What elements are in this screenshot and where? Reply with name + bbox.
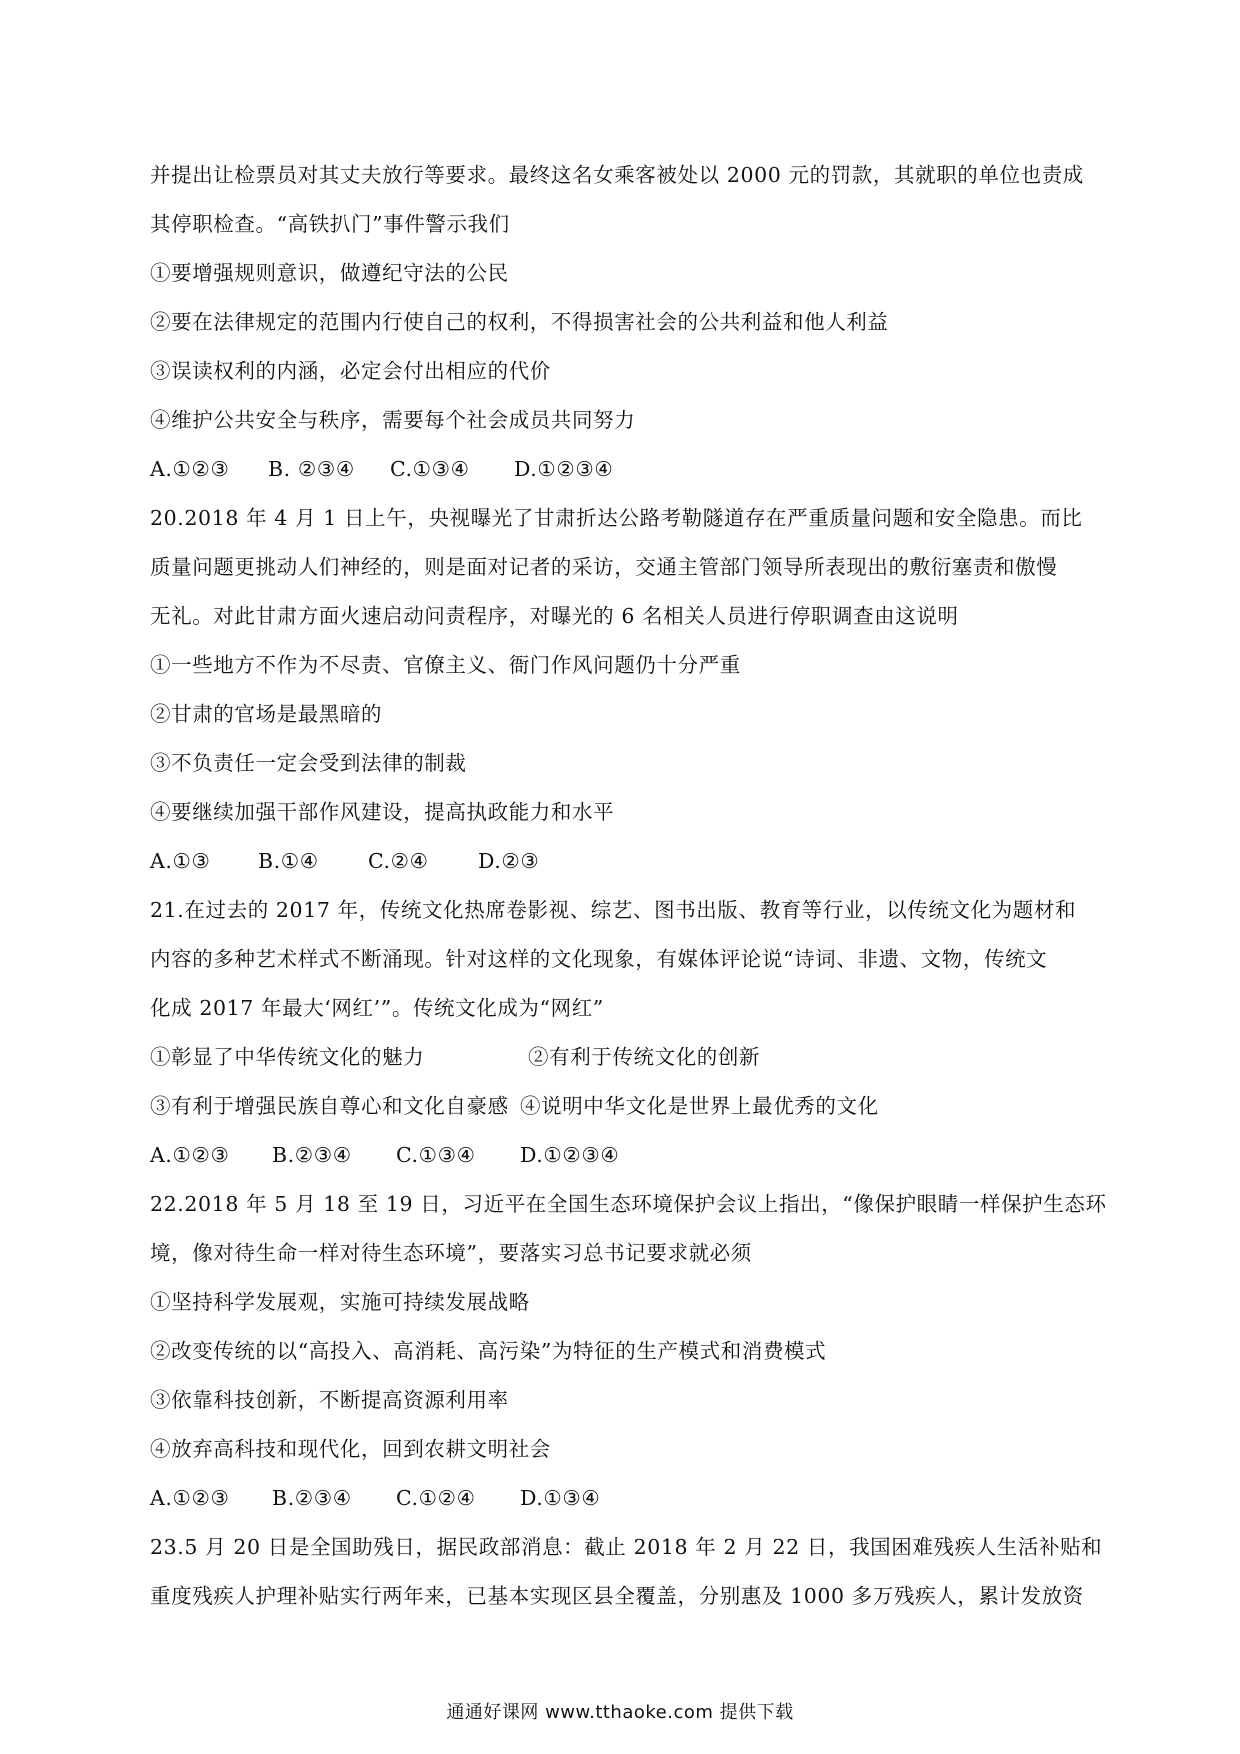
q22-option-b: B.②③④ — [272, 1486, 352, 1510]
q22-statement-2: ②改变传统的以“高投入、高消耗、高污染”为特征的生产模式和消费模式 — [150, 1339, 827, 1363]
q20-option-d: D.②③ — [478, 849, 540, 873]
q21-statement-4: ④说明中华文化是世界上最优秀的文化 — [520, 1094, 879, 1118]
page-footer: 通通好课网 www.tthaoke.com 提供下载 — [446, 1702, 794, 1723]
q22-options — [150, 1474, 1098, 1523]
q19-statement-2: ②要在法律规定的范围内行使自己的权利，不得损害社会的公共利益和他人利益 — [150, 310, 889, 334]
q19-stem-line-2: 其停职检查。“高铁扒门”事件警示我们 — [150, 212, 510, 236]
q21-option-a: A.①②③ — [150, 1143, 230, 1167]
q19-option-d: D.①②③④ — [514, 457, 614, 481]
q19-statement-1: ①要增强规则意识，做遵纪守法的公民 — [150, 261, 509, 285]
q19-option-a: A.①②③ — [150, 457, 230, 481]
q22-option-a: A.①②③ — [150, 1486, 230, 1510]
q22-statement-3: ③依靠科技创新，不断提高资源利用率 — [150, 1388, 509, 1412]
q22-option-c: C.①②④ — [396, 1486, 476, 1510]
q19-statement-4: ④维护公共安全与秩序，需要每个社会成员共同努力 — [150, 408, 636, 432]
q19-options — [150, 445, 1098, 494]
q22-statement-4: ④放弃高科技和现代化，回到农耕文明社会 — [150, 1437, 551, 1461]
q21-option-c: C.①③④ — [396, 1143, 476, 1167]
q21-statement-2: ②有利于传统文化的创新 — [528, 1045, 761, 1069]
q21-statement-1: ①彰显了中华传统文化的魅力 — [150, 1045, 425, 1069]
q20-statement-2: ②甘肃的官场是最黑暗的 — [150, 702, 383, 726]
q21-statements-row-1 — [150, 1033, 1098, 1082]
q19-option-c: C.①③④ — [390, 457, 470, 481]
q23-stem-line-2: 重度残疾人护理补贴实行两年来，已基本实现区县全覆盖，分别惠及 1000 多万残疾人，累计发放资 — [150, 1584, 1084, 1608]
q21-stem-line-1: 21.在过去的 2017 年，传统文化热席卷影视、综艺、图书出版、教育等行业，以传统文化为题材和 — [150, 898, 1077, 922]
q20-statement-4: ④要继续加强干部作风建设，提高执政能力和水平 — [150, 800, 615, 824]
q20-option-b: B.①④ — [258, 849, 319, 873]
q20-options — [150, 837, 1098, 886]
q21-stem-line-3: 化成 2017 年最大‘网红’”。传统文化成为“网红” — [150, 996, 604, 1020]
q22-stem-line-1: 22.2018 年 5 月 18 至 19 日，习近平在全国生态环境保护会议上指出，“像保护眼睛一样保护生态环 — [150, 1192, 1107, 1216]
q23-stem-line-1: 23.5 月 20 日是全国助残日，据民政部消息：截止 2018 年 2 月 22 日，我国困难残疾人生活补贴和 — [150, 1535, 1103, 1559]
q22-statement-1: ①坚持科学发展观，实施可持续发展战略 — [150, 1290, 530, 1314]
q21-option-d: D.①②③④ — [520, 1143, 620, 1167]
q20-statement-1: ①一些地方不作为不尽责、官僚主义、衙门作风问题仍十分严重 — [150, 653, 741, 677]
q20-statement-3: ③不负责任一定会受到法律的制裁 — [150, 751, 467, 775]
q22-stem-line-2: 境，像对待生命一样对待生态环境”，要落实习总书记要求就必须 — [150, 1241, 752, 1265]
q19-option-b: B. ②③④ — [268, 457, 355, 481]
q22-option-d: D.①③④ — [520, 1486, 601, 1510]
q21-statement-3: ③有利于增强民族自尊心和文化自豪感 — [150, 1094, 509, 1118]
q20-option-a: A.①③ — [150, 849, 211, 873]
q21-options — [150, 1131, 1098, 1180]
q21-option-b: B.②③④ — [272, 1143, 352, 1167]
q20-stem-line-2: 质量问题更挑动人们神经的，则是面对记者的采访，交通主管部门领导所表现出的敷衍塞责和傲慢 — [150, 555, 1058, 579]
page-content — [150, 151, 1107, 1621]
q21-statements-row-2 — [150, 1082, 1098, 1131]
q21-stem-line-2: 内容的多种艺术样式不断涌现。针对这样的文化现象，有媒体评论说“诗词、非遗、文物，传统文 — [150, 947, 1048, 971]
q19-stem-line-1: 并提出让检票员对其丈夫放行等要求。最终这名女乘客被处以 2000 元的罚款，其就职的单位也责成 — [150, 163, 1084, 187]
q20-option-c: C.②④ — [368, 849, 429, 873]
q20-stem-line-3: 无礼。对此甘肃方面火速启动问责程序，对曝光的 6 名相关人员进行停职调查由这说明 — [150, 604, 959, 628]
q19-statement-3: ③误读权利的内涵，必定会付出相应的代价 — [150, 359, 551, 383]
q20-stem-line-1: 20.2018 年 4 月 1 日上午，央视曝光了甘肃折达公路考勒隧道存在严重质量问题和安全隐患。而比 — [150, 506, 1083, 530]
